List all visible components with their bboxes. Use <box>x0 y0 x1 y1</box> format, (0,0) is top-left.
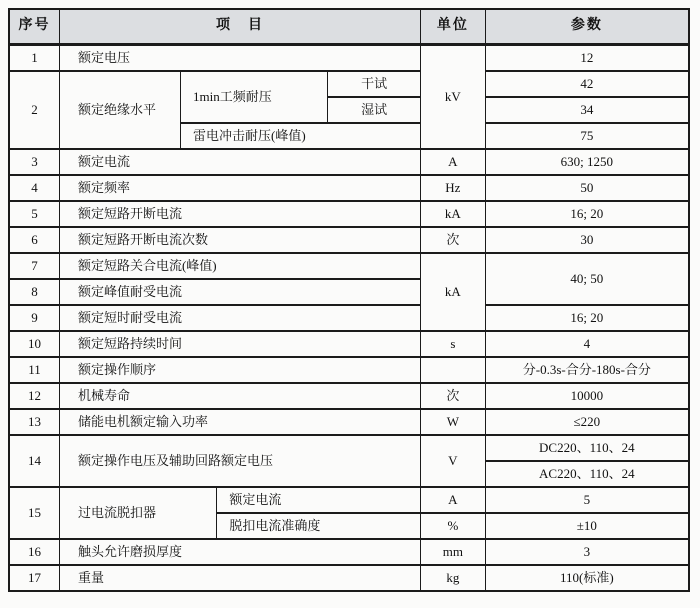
unit-ka-cell: kA <box>421 253 486 331</box>
row-16-unit: mm <box>421 539 486 565</box>
header-param: 参数 <box>485 9 689 45</box>
row-2-dry-param: 42 <box>485 71 689 97</box>
row-13-item: 储能电机额定输入功率 <box>59 409 420 435</box>
spec-table <box>8 8 690 592</box>
row-10-unit: s <box>421 331 486 357</box>
row-9-no: 9 <box>9 305 59 331</box>
row-4-item: 额定频率 <box>59 175 420 201</box>
row-3-unit: A <box>421 149 486 175</box>
row-6-param: 30 <box>485 227 689 253</box>
row-2-wet: 湿试 <box>328 97 421 123</box>
row-2-wet-param: 34 <box>485 97 689 123</box>
row-13-param: ≤220 <box>485 409 689 435</box>
row-2-impulse-param: 75 <box>485 123 689 149</box>
row-6-no: 6 <box>9 227 59 253</box>
table-row-14a <box>9 435 689 461</box>
row-15-item: 过电流脱扣器 <box>59 487 216 539</box>
row-3-no: 3 <box>9 149 59 175</box>
row-9-item: 额定短时耐受电流 <box>59 305 420 331</box>
header-no: 序号 <box>9 9 59 45</box>
row-6-item: 额定短路开断电流次数 <box>59 227 420 253</box>
row-11-no: 11 <box>9 357 59 383</box>
row-2-no: 2 <box>9 71 59 149</box>
row-6-unit: 次 <box>421 227 486 253</box>
row-4-unit: Hz <box>421 175 486 201</box>
table-header-row <box>9 9 689 45</box>
table-row-7 <box>9 253 689 279</box>
row-2-dry: 干试 <box>328 71 421 97</box>
row-14-item: 额定操作电压及辅助回路额定电压 <box>59 435 420 487</box>
row-10-param: 4 <box>485 331 689 357</box>
row-5-param: 16; 20 <box>485 201 689 227</box>
row-1-param: 12 <box>485 45 689 72</box>
row-13-no: 13 <box>9 409 59 435</box>
row-1-no: 1 <box>9 45 59 72</box>
table-row-6 <box>9 227 689 253</box>
row-17-no: 17 <box>9 565 59 591</box>
row-12-no: 12 <box>9 383 59 409</box>
table-row-9 <box>9 305 689 331</box>
row-12-unit: 次 <box>421 383 486 409</box>
header-unit: 单位 <box>421 9 486 45</box>
row-11-param: 分-0.3s-合分-180s-合分 <box>485 357 689 383</box>
row-17-param: 110(标准) <box>485 565 689 591</box>
row-13-unit: W <box>421 409 486 435</box>
table-row-1 <box>9 45 689 72</box>
row-15-sub2-param: ±10 <box>485 513 689 539</box>
row-1-item: 额定电压 <box>59 45 420 72</box>
table-row-15a <box>9 487 689 513</box>
row-7-no: 7 <box>9 253 59 279</box>
row-5-no: 5 <box>9 201 59 227</box>
row-4-no: 4 <box>9 175 59 201</box>
table-row-16 <box>9 539 689 565</box>
row-16-no: 16 <box>9 539 59 565</box>
row-5-item: 额定短路开断电流 <box>59 201 420 227</box>
row-10-item: 额定短路持续时间 <box>59 331 420 357</box>
row-4-param: 50 <box>485 175 689 201</box>
row-3-param: 630; 1250 <box>485 149 689 175</box>
row-17-unit: kg <box>421 565 486 591</box>
table-row-3 <box>9 149 689 175</box>
row-12-item: 机械寿命 <box>59 383 420 409</box>
row-15-sub1-unit: A <box>421 487 486 513</box>
header-item: 项 目 <box>59 9 420 45</box>
row-16-item: 触头允许磨损厚度 <box>59 539 420 565</box>
table-row-12 <box>9 383 689 409</box>
row-15-sub1-param: 5 <box>485 487 689 513</box>
row-7-item: 额定短路关合电流(峰值) <box>59 253 420 279</box>
row-9-param: 16; 20 <box>485 305 689 331</box>
row-7-8-param: 40; 50 <box>485 253 689 305</box>
row-14-unit: V <box>421 435 486 487</box>
row-14-param-ac: AC220、110、24 <box>485 461 689 487</box>
row-15-no: 15 <box>9 487 59 539</box>
table-row-11 <box>9 357 689 383</box>
row-15-sub2-unit: % <box>421 513 486 539</box>
row-15-sub2: 脱扣电流准确度 <box>217 513 421 539</box>
row-2-item: 额定绝缘水平 <box>59 71 180 149</box>
row-8-no: 8 <box>9 279 59 305</box>
row-16-param: 3 <box>485 539 689 565</box>
row-14-no: 14 <box>9 435 59 487</box>
row-14-param-dc: DC220、110、24 <box>485 435 689 461</box>
unit-kv-cell: kV <box>421 45 486 150</box>
row-10-no: 10 <box>9 331 59 357</box>
table-row-2a <box>9 71 689 97</box>
row-2-power-freq: 1min工频耐压 <box>181 71 328 123</box>
row-2-impulse: 雷电冲击耐压(峰值) <box>181 123 421 149</box>
row-12-param: 10000 <box>485 383 689 409</box>
row-11-unit <box>421 357 486 383</box>
row-17-item: 重量 <box>59 565 420 591</box>
row-8-item: 额定峰值耐受电流 <box>59 279 420 305</box>
table-row-10 <box>9 331 689 357</box>
row-5-unit: kA <box>421 201 486 227</box>
table-row-4 <box>9 175 689 201</box>
row-3-item: 额定电流 <box>59 149 420 175</box>
row-11-item: 额定操作顺序 <box>59 357 420 383</box>
table-row-17 <box>9 565 689 591</box>
table-row-5 <box>9 201 689 227</box>
table-row-13 <box>9 409 689 435</box>
row-15-sub1: 额定电流 <box>217 487 421 513</box>
